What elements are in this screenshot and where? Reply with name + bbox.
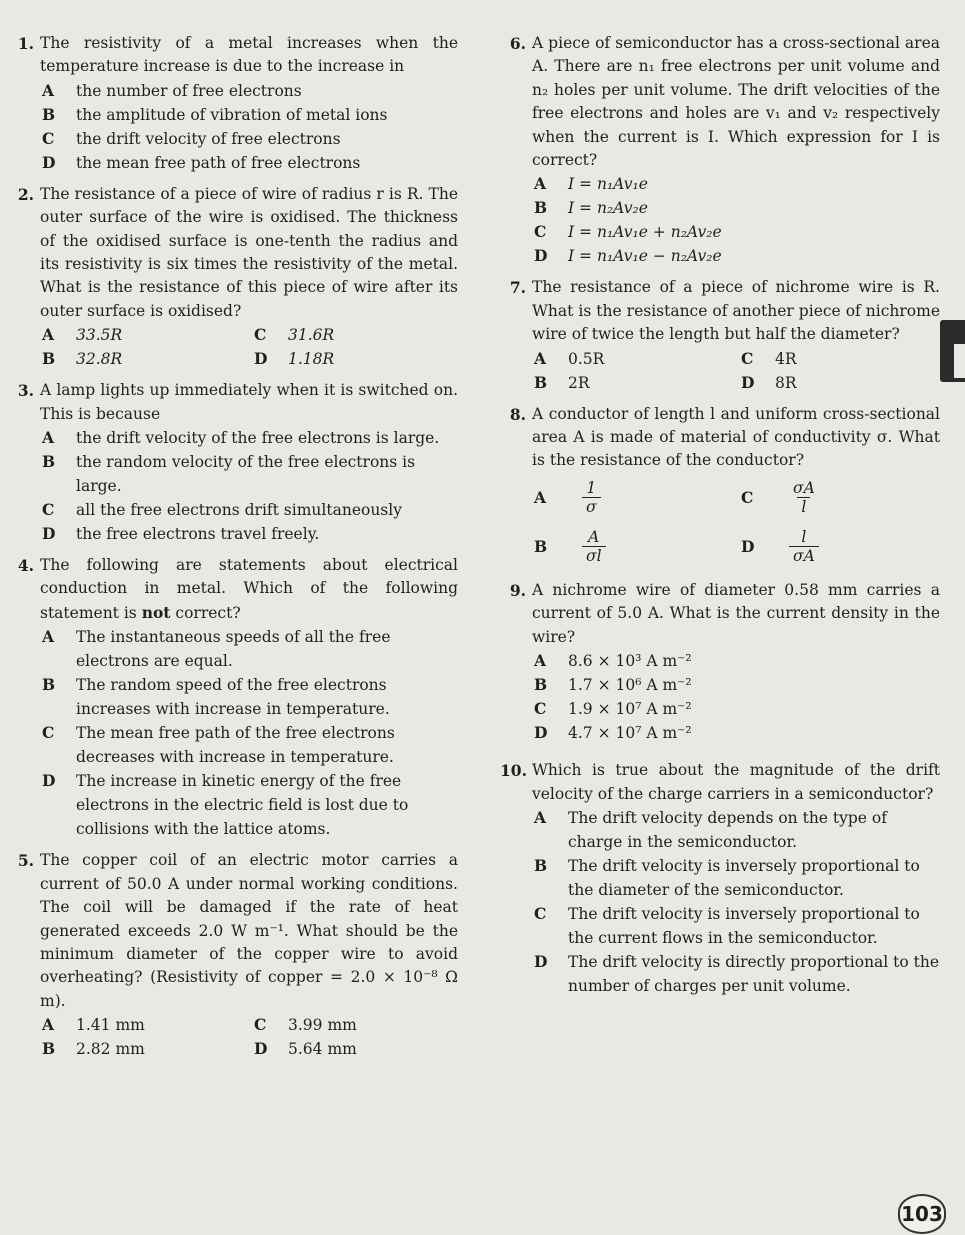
option-c[interactable]: C I = n₁Av₁e + n₂Av₂e (534, 222, 722, 242)
question-number: 8. (509, 404, 526, 424)
option-d[interactable]: D The increase in kinetic energy of the free electrons in the electric field is lost due to collisions with the lattice atoms. (42, 771, 409, 839)
question-number: 5. (17, 851, 34, 871)
question-stem: The following are statements about electrical conduction in metal. Which of the following statement is not correct? (40, 556, 458, 622)
fraction: $\frac{\sigma A}{l}$ (793, 478, 815, 516)
question-number: 1. (17, 34, 34, 53)
option-c[interactable]: C the drift velocity of free electrons (42, 128, 341, 148)
question-number: 7. (509, 278, 526, 298)
option-b[interactable]: B The random speed of the free electrons increases with increase in temperature. (42, 675, 390, 719)
option-d[interactable]: D 8R (741, 372, 797, 392)
question-stem: A piece of semiconductor has a cross-sectional area A. There are n₁ free electrons per unit volume and n₂ holes per unit volume. The drift velocities of the free electrons and holes are v₁ and v₂ respectively when the current is I. Which expression for I is correct? (532, 34, 940, 170)
question-stem: A lamp lights up immediately when it is switched on. This is because (40, 381, 458, 423)
question-stem: The resistance of a piece of nichrome wire is R. What is the resistance of another piece of nichrome wire of twice the length but half the diameter? (532, 278, 940, 344)
option-c[interactable]: C all the free electrons drift simultaneously (42, 500, 402, 520)
option-d[interactable]: D I = n₁Av₁e − n₂Av₂e (534, 246, 722, 266)
left-column (8, 32, 458, 1069)
options-grid (500, 347, 940, 395)
options-grid (500, 479, 940, 565)
option-b[interactable]: B $\frac{A}{\sigma l}$ (526, 528, 733, 565)
question-9 (500, 579, 940, 745)
fraction: $\frac{1}{\sigma}$ (582, 479, 601, 516)
question-number: 3. (17, 381, 34, 401)
fraction: $\frac{A}{\sigma l}$ (582, 528, 606, 565)
option-c[interactable]: C 3.99 mm (254, 1015, 357, 1035)
options-grid (8, 1013, 458, 1061)
option-b[interactable]: B 32.8R (42, 349, 123, 369)
question-2 (8, 183, 458, 371)
option-d[interactable]: D 5.64 mm (254, 1039, 357, 1059)
question-number: 2. (17, 184, 34, 204)
question-5 (8, 849, 458, 1061)
option-c[interactable]: C 1.9 × 10⁷ A m⁻² (534, 699, 692, 719)
question-4 (8, 554, 458, 841)
option-a[interactable]: A The drift velocity depends on the type of charge in the semiconductor. (534, 807, 887, 851)
fraction: $\frac{l}{\sigma A}$ (789, 528, 819, 565)
option-d[interactable]: D The drift velocity is directly proportional to the number of charges per unit volume. (534, 951, 940, 995)
options-grid (8, 323, 458, 371)
option-b[interactable]: B 1.7 × 10⁶ A m⁻² (534, 675, 692, 695)
option-a[interactable]: A 8.6 × 10³ A m⁻² (534, 651, 692, 671)
right-column (500, 32, 940, 1006)
question-stem: The resistance of a piece of wire of radius r is R. The outer surface of the wire is oxidised. The thickness of the oxidised surface is one-tenth the radius and its resistivity is six times the resistivity of the metal. What is the resistance of this piece of wire after its outer surface is oxidised? (40, 184, 458, 320)
option-a[interactable]: A The instantaneous speeds of all the free electrons are equal. (42, 627, 391, 671)
question-number: 10. (500, 761, 527, 781)
question-10 (500, 759, 940, 998)
option-b[interactable]: B the random velocity of the free electrons is large. (42, 452, 416, 496)
question-7 (500, 276, 940, 394)
question-number: 4. (17, 556, 34, 576)
question-stem: Which is true about the magnitude of the drift velocity of the charge carriers in a semiconductor? (532, 761, 940, 803)
question-stem: A nichrome wire of diameter 0.58 mm carries a current of 5.0 A. What is the current density in the wire? (532, 580, 940, 646)
option-b[interactable]: B 2R (534, 372, 590, 392)
option-c[interactable]: C 4R (741, 348, 797, 368)
option-d[interactable]: D the mean free path of free electrons (42, 152, 361, 172)
question-stem: A conductor of length l and uniform cross-sectional area A is made of material of conductivity σ. What is the resistance of the conductor? (532, 404, 940, 470)
question-6 (500, 32, 940, 268)
question-8 (500, 403, 940, 565)
option-d[interactable]: D 1.18R (254, 349, 335, 369)
option-a[interactable]: A 33.5R (42, 325, 123, 345)
option-d[interactable]: D $\frac{l}{\sigma A}$ (733, 528, 940, 565)
option-c[interactable]: C $\frac{\sigma A}{l}$ (733, 479, 940, 516)
option-a[interactable]: A I = n₁Av₁e (534, 174, 648, 194)
option-a[interactable]: A $\frac{1}{\sigma}$ (526, 479, 733, 516)
option-b[interactable]: B the amplitude of vibration of metal ions (42, 104, 388, 124)
option-b[interactable]: B 2.82 mm (42, 1039, 145, 1059)
question-number: 9. (509, 580, 526, 600)
page-edge-tab-cutout (954, 344, 965, 378)
option-a[interactable]: A 1.41 mm (42, 1015, 145, 1035)
option-a[interactable]: A the number of free electrons (42, 80, 302, 100)
option-a[interactable]: A the drift velocity of the free electrons is large. (42, 428, 440, 448)
question-1 (8, 32, 458, 175)
page-number: 103 (898, 1194, 946, 1234)
question-3 (8, 379, 458, 546)
question-stem: The copper coil of an electric motor carries a current of 50.0 A under normal working conditions. The coil will be damaged if the rate of heat generated exceeds 2.0 W m⁻¹. What should be the minimum diameter of the copper wire to avoid overheating? (Resistivity of copper = 2.0 × 10⁻⁸ Ω m). (40, 851, 458, 1010)
option-b[interactable]: B The drift velocity is inversely proportional to the diameter of the semiconductor. (534, 855, 920, 899)
option-d[interactable]: D the free electrons travel freely. (42, 524, 320, 544)
option-a[interactable]: A 0.5R (534, 348, 605, 368)
option-c[interactable]: C The drift velocity is inversely proportional to the current flows in the semiconductor. (534, 903, 920, 947)
option-b[interactable]: B I = n₂Av₂e (534, 198, 648, 218)
question-number: 6. (509, 34, 526, 53)
option-c[interactable]: C The mean free path of the free electrons decreases with increase in temperature. (42, 723, 395, 767)
question-stem: The resistivity of a metal increases when the temperature increase is due to the increase in (40, 34, 458, 76)
option-c[interactable]: C 31.6R (254, 325, 335, 345)
emphasis-not: not (141, 602, 171, 622)
option-d[interactable]: D 4.7 × 10⁷ A m⁻² (534, 723, 692, 743)
